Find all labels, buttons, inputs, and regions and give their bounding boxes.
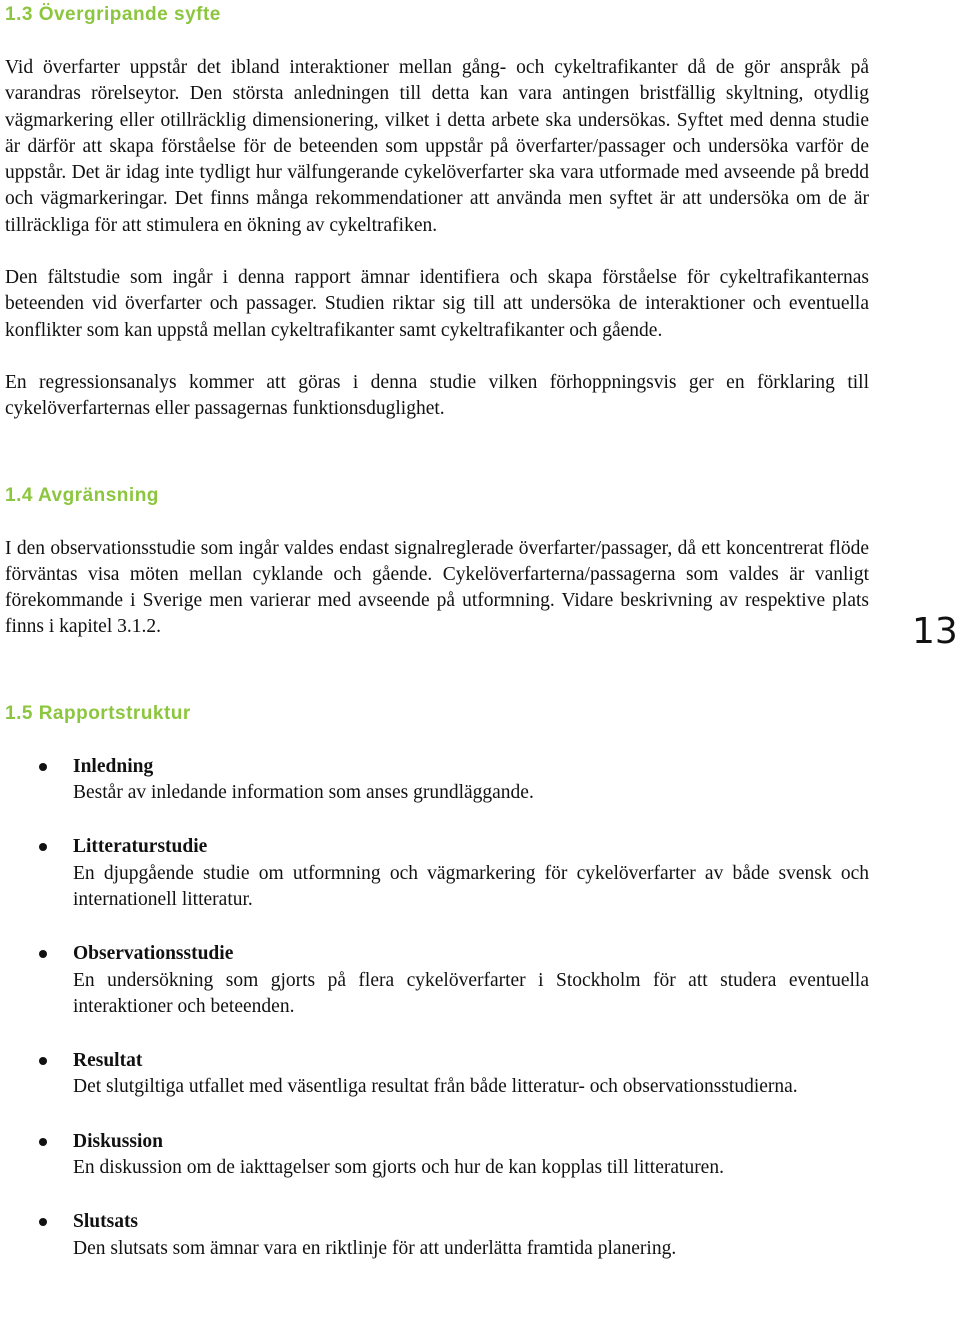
bullet-icon	[39, 950, 47, 958]
paragraph-syfte-3: En regressionsanalys kommer att göras i denna studie vilken förhoppningsvis ger en förklaring till cykelöverfarternas eller passagernas funktionsduglighet.	[5, 371, 869, 420]
list-item-title: Diskussion	[73, 1130, 163, 1152]
section-heading-1-5: 1.5 Rapportstruktur	[5, 702, 191, 724]
paragraph-syfte-2: Den fältstudie som ingår i denna rapport ämnar identifiera och skapa förståelse för cykeltrafikanternas beteenden vid överfarter och passager. Studien riktar sig till att undersöka de interaktioner och eventuella konflikter som kan uppstå mellan cykeltrafikanter samt cykeltrafikanter och gående.	[5, 267, 869, 341]
paragraph-syfte-1: Vid överfarter uppstår det ibland interaktioner mellan gång- och cykeltrafikanter då de gör anspråk på varandras rörelseytor. Den största anledningen till detta kan vara antingen bristfällig skyltning, otydlig vägmarkering eller otillräcklig dimensionering, vilket i detta arbete ska undersökas. Syftet med denna studie är därför att skapa förståelse för de beteenden som uppstår på överfarter/passager och undersöka varför de uppstår. Det är idag inte tydligt hur välfungerande cykelöverfarter ska vara utformade med avseende på bredd och vägmarkeringar. Det finns många rekommendationer att använda men syftet är att undersöka om de är tillräckliga för att stimulera en ökning av cykeltrafiken.	[5, 57, 869, 236]
list-item-title: Inledning	[73, 755, 154, 777]
list-item-title: Observationsstudie	[73, 943, 234, 965]
list-item-title: Slutsats	[73, 1211, 139, 1233]
list-item	[5, 1209, 869, 1262]
paragraph-avgransning: I den observationsstudie som ingår valdes endast signalreglerade överfarter/passager, då ett koncentrerat flöde förväntas visa möten mellan cyklande och gående. Cykelöverfarterna/passagerna som valdes är vanligt förekommande i Sverige men varierar med avseende på utformning. Vidare beskrivning av respektive plats finns i kapitel 3.1.2.	[5, 537, 869, 638]
bullet-icon	[39, 1138, 47, 1146]
document-page	[5, 0, 869, 1262]
bullet-icon	[39, 1218, 47, 1226]
list-item-description: Den slutsats som ämnar vara en riktlinje för att underlätta framtida planering.	[73, 1237, 677, 1259]
list-item-description: En diskussion om de iakttagelser som gjorts och hur de kan kopplas till litteraturen.	[73, 1157, 724, 1179]
list-item	[5, 834, 869, 913]
bullet-icon	[39, 1057, 47, 1065]
list-item	[5, 1048, 869, 1101]
bullet-icon	[39, 763, 47, 771]
list-item	[5, 754, 869, 807]
list-item	[5, 941, 869, 1020]
bullet-icon	[39, 843, 47, 851]
list-item-description: En djupgående studie om utformning och vägmarkering för cykelöverfarter av både svensk och internationell litteratur.	[73, 862, 869, 910]
list-item-description: Det slutgiltiga utfallet med väsentliga resultat från både litteratur- och observationsstudierna.	[73, 1076, 798, 1098]
list-item-title: Resultat	[73, 1050, 143, 1072]
list-item-description: Består av inledande information som anses grundläggande.	[73, 782, 534, 804]
section-heading-1-3: 1.3 Övergripande syfte	[5, 4, 221, 25]
list-item	[5, 1129, 869, 1182]
section-heading-1-4: 1.4 Avgränsning	[5, 484, 159, 506]
list-item-title: Litteraturstudie	[73, 836, 208, 858]
report-structure-list	[5, 754, 869, 1262]
page-number: 13	[912, 611, 958, 652]
list-item-description: En undersökning som gjorts på flera cykelöverfarter i Stockholm för att studera eventuella interaktioner och beteenden.	[73, 969, 869, 1017]
